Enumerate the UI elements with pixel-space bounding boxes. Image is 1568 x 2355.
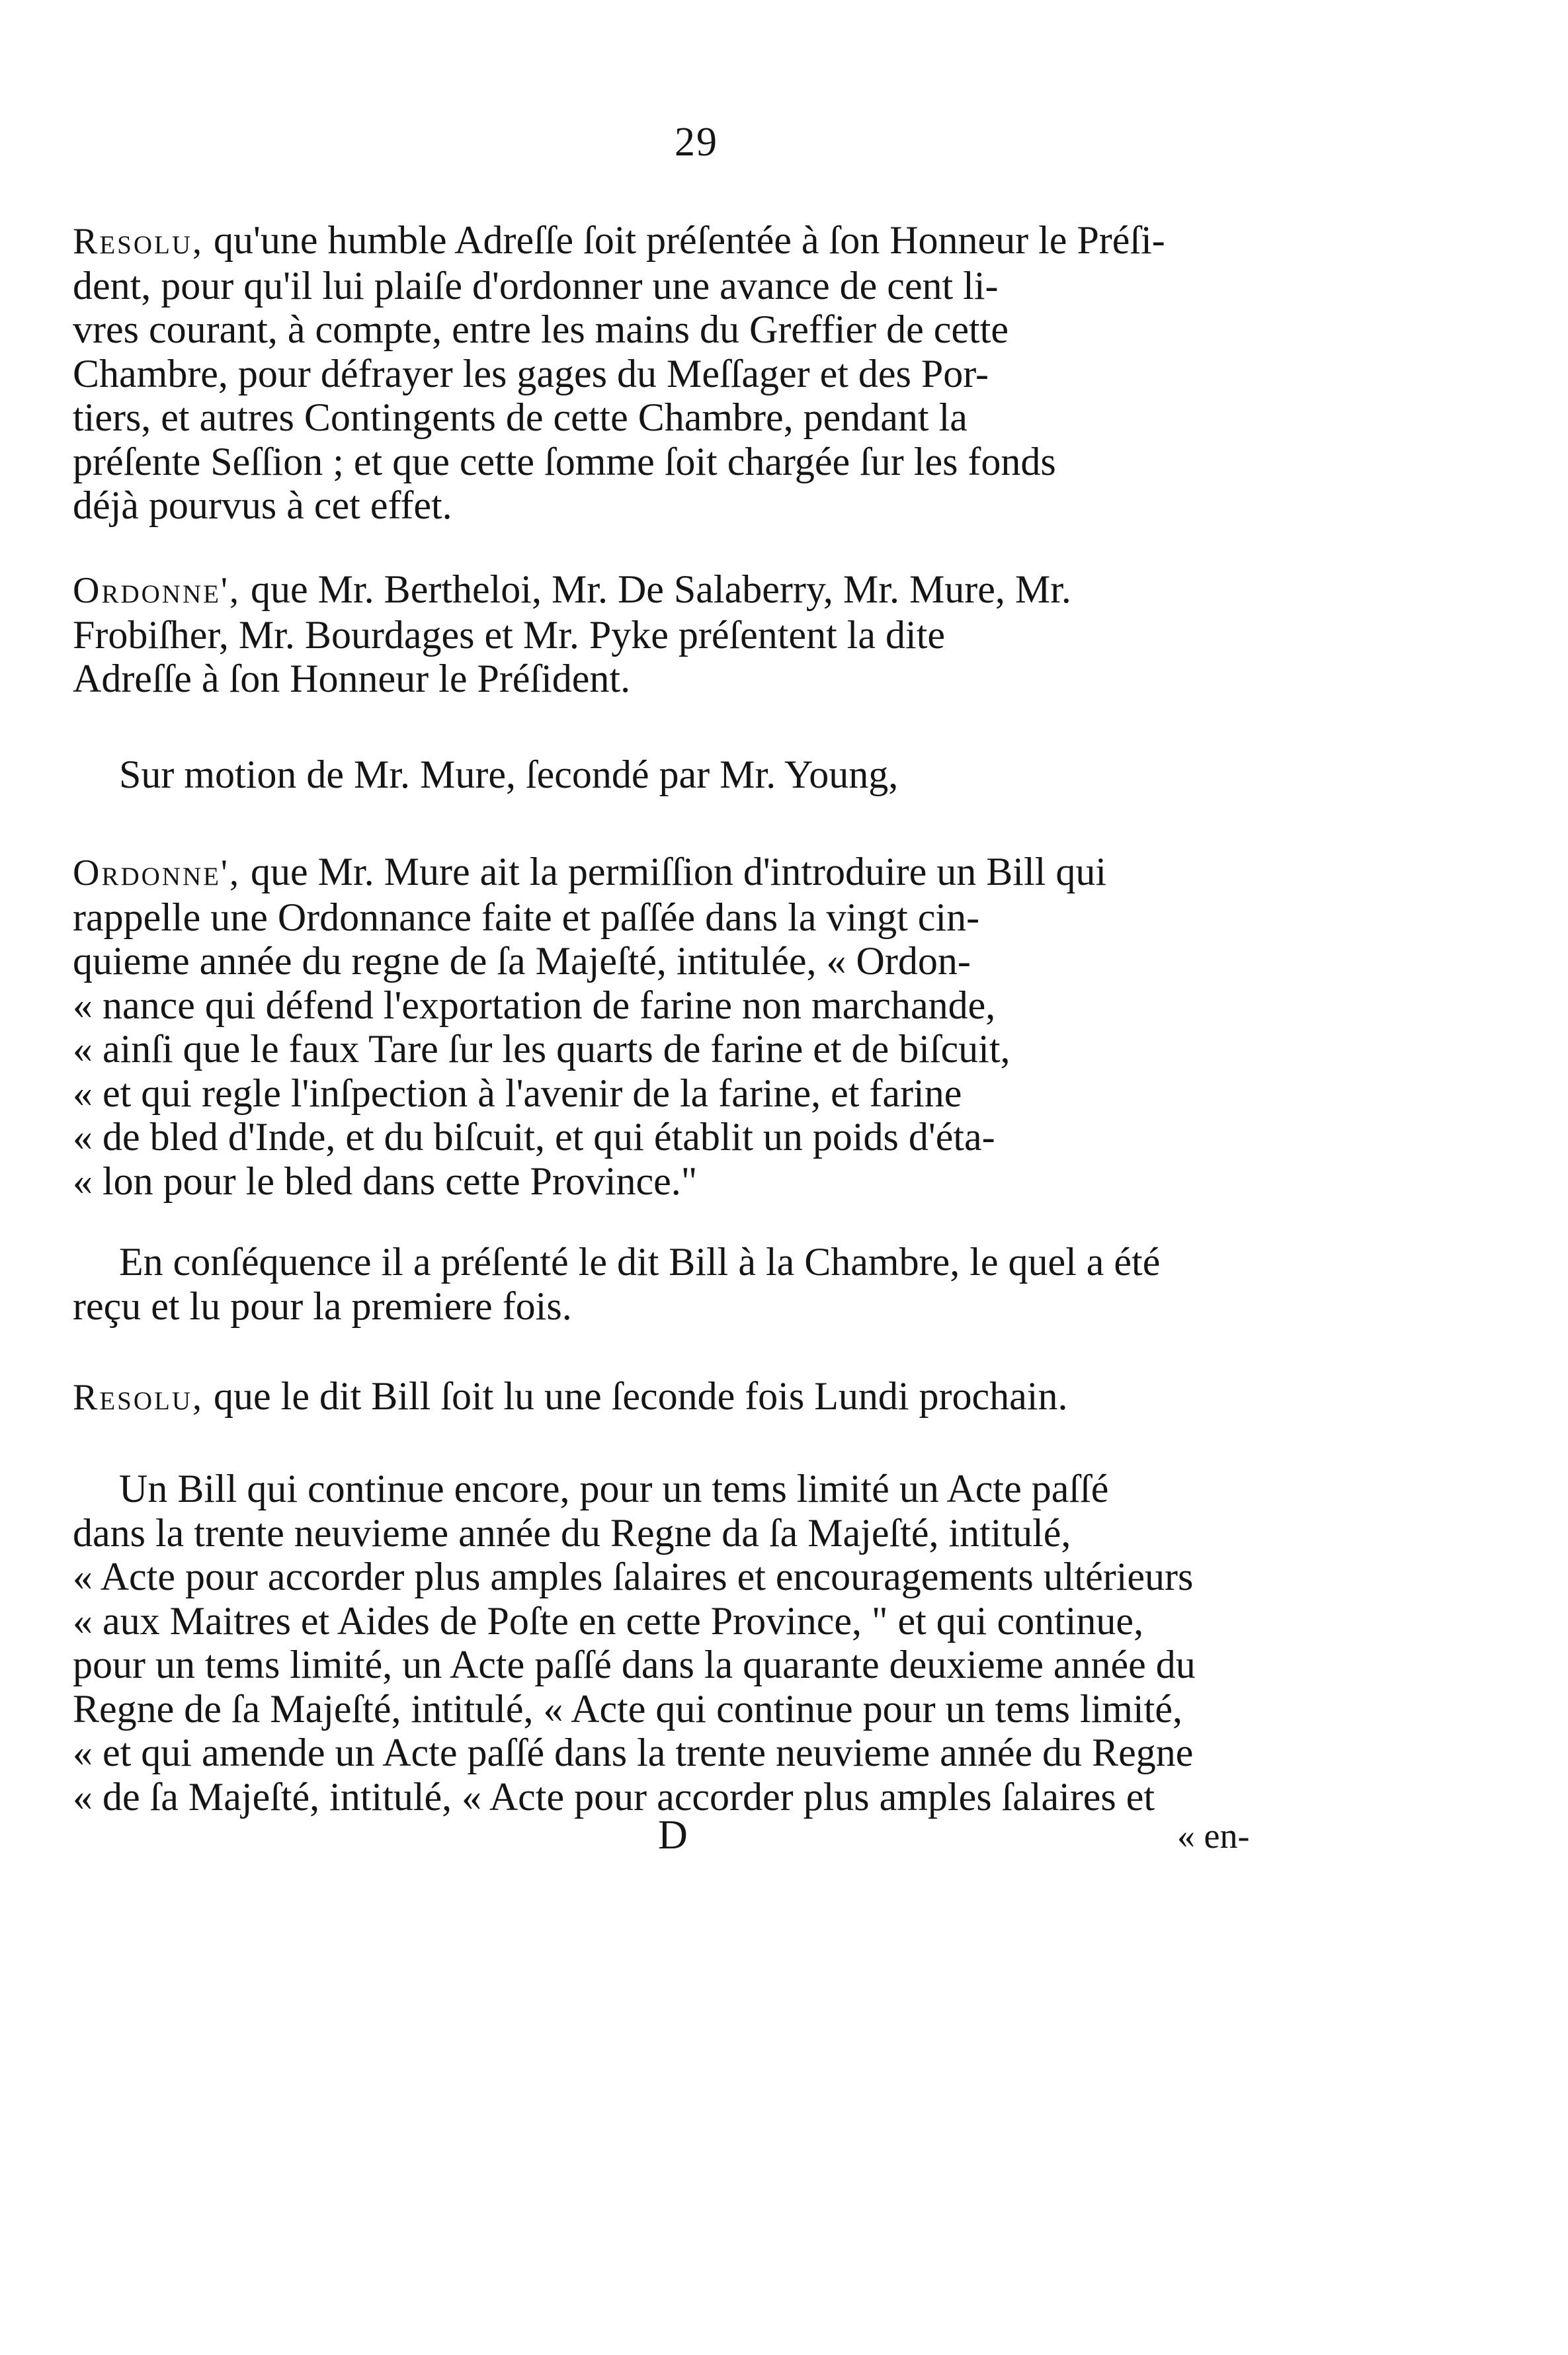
text-line: Chambre, pour défrayer les gages du Meſſager et des Por- (73, 351, 989, 395)
text-line: Frobiſher, Mr. Bourdages et Mr. Pyke préſentent la dite (73, 612, 946, 657)
paragraph-motion (73, 753, 1316, 797)
text-line: Un Bill qui continue encore, pour un tems limité un Acte paſſé (119, 1467, 1109, 1510)
paragraph-resolu-second-reading (73, 1374, 1481, 1420)
paragraph-bill-continue (73, 1467, 1316, 1819)
text-line: déjà pourvus à cet effet. (73, 483, 452, 527)
text-line: « et qui amende un Acte paſſé dans la trente neuvieme année du Regne (73, 1731, 1194, 1774)
text-line: reçu et lu pour la premiere fois. (73, 1284, 572, 1328)
text-line: « lon pour le bled dans cette Province." (73, 1159, 698, 1203)
text-line: Adreſſe à ſon Honneur le Préſident. (73, 657, 631, 700)
text-line: « ainſi que le faux Tare ſur les quarts de farine et de biſcuit, (73, 1027, 1011, 1071)
text-line: que Mr. Mure ait la permiſſion d'introduire un Bill qui (251, 850, 1106, 893)
text-line: préſente Seſſion ; et que cette ſomme ſoit chargée ſur les fonds (73, 439, 1056, 483)
text-line: qu'une humble Adreſſe ſoit préſentée à ſon Honneur le Préſi- (214, 218, 1165, 262)
text-line: dans la trente neuvieme année du Regne da ſa Majeſté, intitulé, (73, 1510, 1071, 1555)
paragraph-resolu-address (73, 218, 1481, 528)
paragraph-label: Resolu, (73, 1377, 204, 1418)
paragraph-label: Ordonne', (73, 570, 241, 611)
text-line: tiers, et autres Contingents de cette Chambre, pendant la (73, 395, 968, 439)
paragraph-ordonne-bill (73, 850, 1481, 1203)
paragraph-consequence (73, 1240, 1316, 1328)
text-line: que Mr. Bertheloi, Mr. De Salaberry, Mr. Mure, Mr. (251, 567, 1071, 611)
text-line: que le dit Bill ſoit lu une ſeconde fois Lundi prochain. (214, 1374, 1068, 1418)
text-line: quieme année du regne de ſa Majeſté, intitulée, « Ordon- (73, 939, 971, 983)
text-line: rappelle une Ordonnance faite et paſſée dans la vingt cin- (73, 895, 980, 939)
text-line: « Acte pour accorder plus amples ſalaires et encouragements ultérieurs (73, 1555, 1194, 1598)
text-line: « de ſa Majeſté, intitulé, « Acte pour accorder plus amples ſalaires et (73, 1774, 1155, 1819)
text-line: pour un tems limité, un Acte paſſé dans la quarante deuxieme année du (73, 1643, 1196, 1686)
text-line: « nance qui défend l'exportation de farine non marchande, (73, 983, 996, 1027)
text-line: Regne de ſa Majeſté, intitulé, « Acte qui continue pour un tems limité, (73, 1686, 1182, 1731)
text-line: vres courant, à compte, entre les mains du Greffier de cette (73, 308, 1009, 351)
text-line: dent, pour qu'il lui plaiſe d'ordonner une avance de cent li- (73, 263, 999, 308)
text-line: « de bled d'Inde, et du biſcuit, et qui établit un poids d'éta- (73, 1115, 995, 1159)
signature-mark: D (658, 1813, 688, 1858)
catchword: « en- (1177, 1816, 1250, 1856)
paragraph-ordonne-presenters (73, 567, 1481, 701)
text-line: Sur motion de Mr. Mure, ſecondé par Mr. Young, (119, 753, 899, 796)
text-line: « et qui regle l'inſpection à l'avenir de la farine, et farine (73, 1071, 962, 1115)
text-line: En conſéquence il a préſenté le dit Bill à la Chambre, le quel a été (119, 1240, 1161, 1284)
page-number: 29 (675, 120, 718, 165)
paragraph-label: Resolu, (73, 221, 204, 262)
paragraph-label: Ordonne', (73, 852, 241, 893)
text-line: « aux Maitres et Aides de Poſte en cette Province, " et qui continue, (73, 1598, 1144, 1643)
